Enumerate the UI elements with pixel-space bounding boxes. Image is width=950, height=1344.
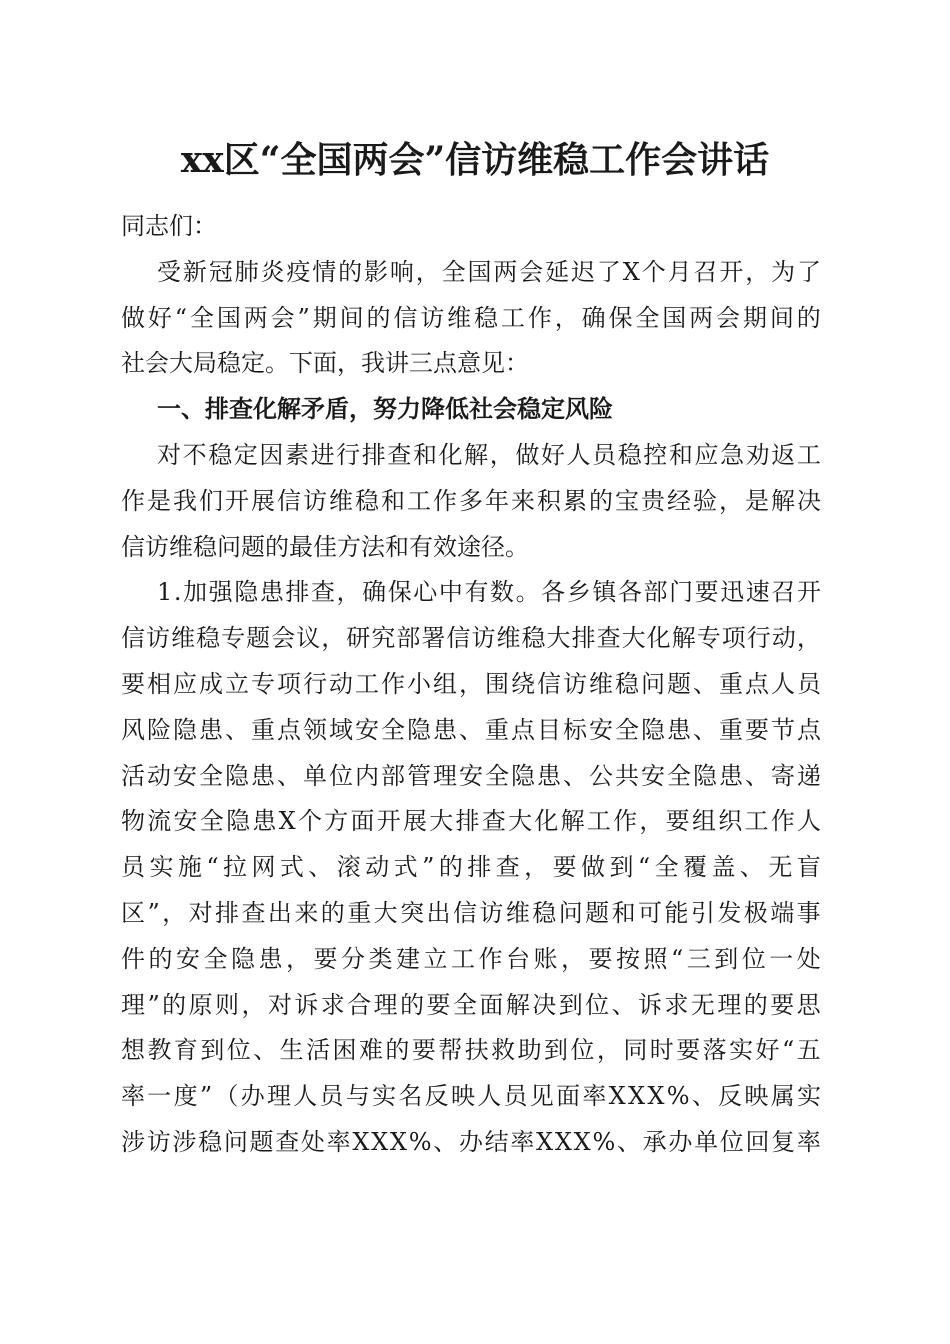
paragraph-line: 物 流 安 全 隐 患 X 个 方 面 开 展 大 排 查 大 化 解 工 作 ， 要 组 织 工 作 人 [121, 807, 821, 836]
paragraph-line: 员 实 施 “ 拉 网 式 、 滚 动 式 ” 的 排 查 ， 要 做 到 “ 全 覆 盖 、 无 盲 [121, 853, 821, 882]
paragraph-line: 区 ” ， 对 排 查 出 来 的 重 大 突 出 信 访 维 稳 问 题 和 可 能 引 发 极 端 事 [121, 898, 821, 927]
paragraph-line: 涉 访 涉 稳 问 题 查 处 率 X X X % 、 办 结 率 X X X % 、 承 办 单 位 回 复 率 [121, 1127, 821, 1156]
paragraph-line: 同志们： [121, 212, 217, 240]
paragraph-line: 活 动 安 全 隐 患 、 单 位 内 部 管 理 安 全 隐 患 、 公 共 安 全 隐 患 、 寄 递 [121, 761, 821, 790]
paragraph-line: 做 好 “ 全 国 两 会 ” 期 间 的 信 访 维 稳 工 作 ， 确 保 全 国 两 会 期 间 的 [121, 303, 821, 332]
paragraph-line: 受 新 冠 肺 炎 疫 情 的 影 响 ， 全 国 两 会 延 迟 了 X 个 月 召 开 ， 为 了 [157, 257, 821, 286]
paragraph-line: 社会大局稳定。下面，我讲三点意见： [121, 349, 529, 378]
paragraph-line: 想 教 育 到 位 、 生 活 困 难 的 要 帮 扶 救 助 到 位 ， 同 时 要 落 实 好 “ 五 [121, 1036, 821, 1065]
paragraph-line: 率 一 度 ” （ 办 理 人 员 与 实 名 反 映 人 员 见 面 率 X X X % 、 反 映 属 实 [121, 1082, 821, 1111]
section-heading: 一、排查化解矛盾，努力降低社会稳定风险 [157, 395, 613, 424]
paragraph-line: 作 是 我 们 开 展 信 访 维 稳 和 工 作 多 年 来 积 累 的 宝 贵 经 验 ， 是 解 决 [121, 486, 821, 515]
document-body [121, 204, 821, 1166]
paragraph-line: 风 险 隐 患 、 重 点 领 域 安 全 隐 患 、 重 点 目 标 安 全 隐 患 、 重 要 节 点 [121, 715, 821, 744]
paragraph-line: 信访维稳问题的最佳方法和有效途径。 [121, 532, 529, 561]
paragraph-line: 对 不 稳 定 因 素 进 行 排 查 和 化 解 ， 做 好 人 员 稳 控 和 应 急 劝 返 工 [157, 440, 821, 469]
paragraph-line: 理 ” 的 原 则 ， 对 诉 求 合 理 的 要 全 面 解 决 到 位 、 诉 求 无 理 的 要 思 [121, 990, 821, 1019]
paragraph-line: 1 . 加 强 隐 患 排 查 ， 确 保 心 中 有 数 。 各 乡 镇 各 部 门 要 迅 速 召 开 [157, 578, 821, 607]
paragraph-line: 要 相 应 成 立 专 项 行 动 工 作 小 组 ， 围 绕 信 访 维 稳 问 题 、 重 点 人 员 [121, 669, 821, 698]
paragraph-line: 件 的 安 全 隐 患 ， 要 分 类 建 立 工 作 台 账 ， 要 按 照 “ 三 到 位 一 处 [121, 944, 821, 973]
paragraph-line: 信 访 维 稳 专 题 会 议 ， 研 究 部 署 信 访 维 稳 大 排 查 大 化 解 专 项 行 动 ， [121, 624, 821, 653]
document-title: xx区“全国两会”信访维稳工作会讲话 [180, 139, 770, 181]
